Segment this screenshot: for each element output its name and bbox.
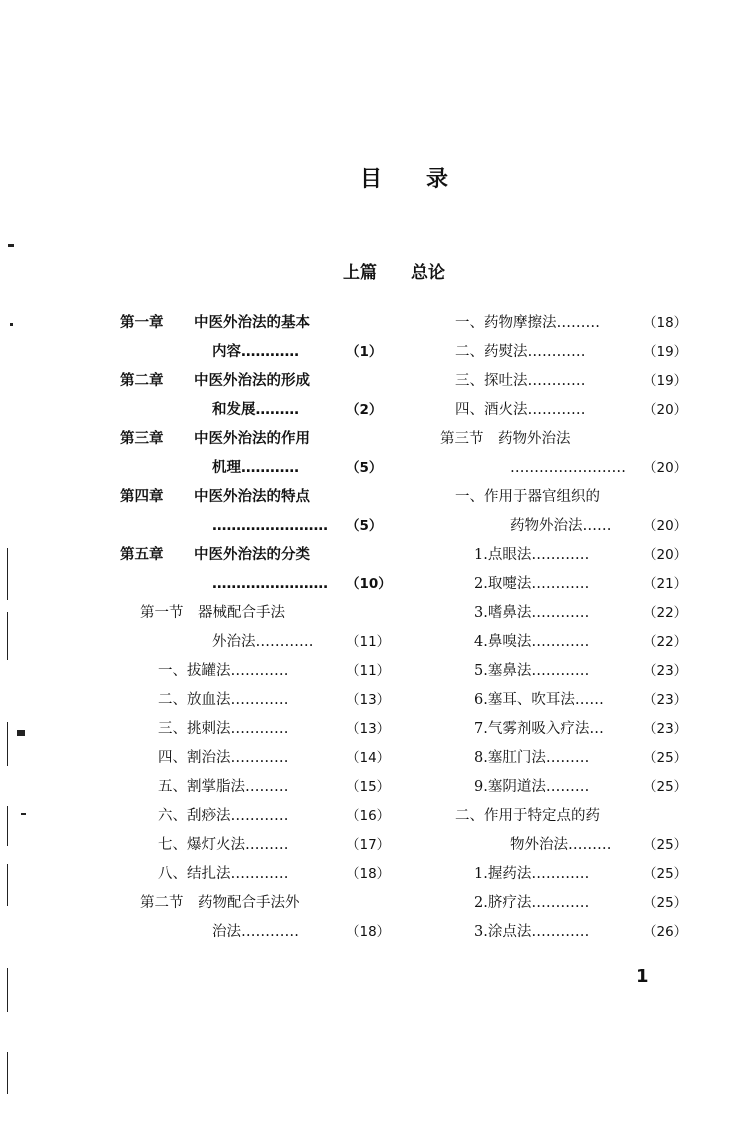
scan-artifact [17, 730, 25, 736]
toc-entry-title: 药物外治法…… [510, 518, 612, 534]
toc-page-ref: （25） [643, 837, 688, 853]
toc-page-ref: （22） [643, 634, 688, 650]
toc-entry-title: 二、作用于特定点的药 [455, 808, 600, 824]
margin-line [7, 1052, 8, 1094]
toc-page-ref: （25） [643, 750, 688, 766]
toc-page-ref: （20） [643, 518, 688, 534]
toc-page-ref: （20） [643, 402, 688, 418]
toc-page-ref: （25） [643, 866, 688, 882]
toc-page-ref: （21） [643, 576, 688, 592]
toc-entry-title: 一、药物摩擦法……… [455, 315, 600, 331]
toc-page-ref: （19） [643, 373, 688, 389]
toc-page-ref: （19） [643, 344, 688, 360]
toc-page-ref: （23） [643, 721, 688, 737]
toc-entry-title: 4.鼻嗅法………… [474, 634, 590, 650]
toc-entry-title: 三、挑刺法………… [158, 721, 289, 737]
toc-entry-title: 1.握药法………… [474, 866, 590, 882]
chapter-label: 第一章 [120, 315, 164, 331]
toc-page-ref: （5） [346, 518, 383, 534]
toc-entry-title: 八、结扎法………… [158, 866, 289, 882]
toc-entry-title: 和发展……… [212, 402, 299, 418]
margin-line [7, 864, 8, 906]
toc-page-ref: （13） [346, 692, 391, 708]
margin-line [7, 612, 8, 660]
chapter-label: 第二章 [120, 373, 164, 389]
toc-page-ref: （2） [346, 402, 383, 418]
toc-section-title: 第一节 器械配合手法 [140, 605, 285, 621]
part-heading: 上篇 总论 [343, 263, 445, 283]
toc-page-ref: （20） [643, 547, 688, 563]
toc-entry-title: 三、探吐法………… [455, 373, 586, 389]
margin-line [7, 722, 8, 766]
toc-page-ref: （15） [346, 779, 391, 795]
chapter-label: 第四章 [120, 489, 164, 505]
toc-entry-title: 中医外治法的作用 [194, 431, 310, 447]
toc-section-title: 第二节 药物配合手法外 [140, 895, 300, 911]
toc-page-ref: （18） [346, 866, 391, 882]
toc-entry-title: 治法………… [212, 924, 299, 940]
toc-page-ref: （13） [346, 721, 391, 737]
toc-entry-title: 1.点眼法………… [474, 547, 590, 563]
toc-page-ref: （1） [346, 344, 383, 360]
toc-entry-title: 二、放血法………… [158, 692, 289, 708]
toc-section-title: 第三节 药物外治法 [440, 431, 571, 447]
toc-entry-title: 7.气雾剂吸入疗法… [474, 721, 604, 737]
toc-entry-title: 四、酒火法………… [455, 402, 586, 418]
toc-page-ref: （18） [643, 315, 688, 331]
toc-entry-title: 6.塞耳、吹耳法…… [474, 692, 604, 708]
scan-artifact [8, 244, 14, 247]
toc-page-ref: （10） [346, 576, 392, 592]
toc-entry-title: 物外治法……… [510, 837, 612, 853]
toc-entry-title: 内容………… [212, 344, 299, 360]
toc-entry-title: 外治法………… [212, 634, 314, 650]
toc-entry-title: 六、刮痧法………… [158, 808, 289, 824]
toc-page-ref: （11） [346, 634, 391, 650]
toc-page-ref: （23） [643, 663, 688, 679]
toc-entry-title: 中医外治法的形成 [194, 373, 310, 389]
toc-page-ref: （18） [346, 924, 391, 940]
page-title: 目 录 [360, 167, 449, 192]
toc-entry-title: 二、药熨法………… [455, 344, 586, 360]
toc-leader-dots: …………………… [212, 576, 328, 592]
toc-page-ref: （23） [643, 692, 688, 708]
chapter-label: 第三章 [120, 431, 164, 447]
toc-entry-title: 8.塞肛门法……… [474, 750, 590, 766]
toc-leader-dots: …………………… [212, 518, 328, 534]
toc-page-ref: （14） [346, 750, 391, 766]
toc-entry-title: 机理………… [212, 460, 299, 476]
toc-page-ref: （25） [643, 779, 688, 795]
toc-entry-title: 一、作用于器官组织的 [455, 489, 600, 505]
toc-entry-title: 2.取嚏法………… [474, 576, 590, 592]
toc-entry-title: 3.嗜鼻法………… [474, 605, 590, 621]
toc-page-ref: （17） [346, 837, 391, 853]
toc-page-ref: （5） [346, 460, 383, 476]
margin-line [7, 968, 8, 1012]
toc-page-ref: （22） [643, 605, 688, 621]
toc-entry-title: 3.涂点法………… [474, 924, 590, 940]
toc-page-ref: （16） [346, 808, 391, 824]
toc-entry-title: 5.塞鼻法………… [474, 663, 590, 679]
toc-entry-title: 七、爆灯火法……… [158, 837, 289, 853]
toc-entry-title: 中医外治法的分类 [194, 547, 310, 563]
chapter-label: 第五章 [120, 547, 164, 563]
toc-page-ref: （11） [346, 663, 391, 679]
scan-artifact [21, 813, 26, 815]
toc-entry-title: 中医外治法的基本 [194, 315, 310, 331]
margin-line [7, 548, 8, 600]
toc-entry-title: 2.脐疗法………… [474, 895, 590, 911]
toc-page-ref: （26） [643, 924, 688, 940]
margin-line [7, 806, 8, 846]
page-number: 1 [636, 966, 649, 987]
toc-leader-dots: …………………… [510, 460, 626, 476]
toc-page-ref: （20） [643, 460, 688, 476]
scan-artifact [10, 323, 13, 326]
toc-page-ref: （25） [643, 895, 688, 911]
toc-entry-title: 9.塞阴道法……… [474, 779, 590, 795]
toc-entry-title: 一、拔罐法………… [158, 663, 289, 679]
toc-entry-title: 四、割治法………… [158, 750, 289, 766]
toc-entry-title: 中医外治法的特点 [194, 489, 310, 505]
toc-entry-title: 五、割掌脂法……… [158, 779, 289, 795]
